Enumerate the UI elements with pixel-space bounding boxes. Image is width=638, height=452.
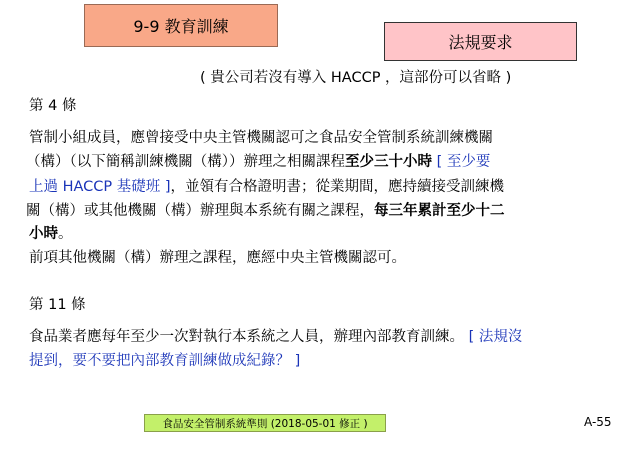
article-11-text: 食品業者應每年至少一次對執行本系統之人員，辦理內部教育訓練。 (29, 329, 464, 345)
haccp-note: ( 貴公司若沒有導入 HACCP ，這部份可以省略 ) (200, 70, 512, 86)
article-11-line-2: 提到，要不要把內部教育訓練做成紀錄？ ] (29, 353, 301, 369)
article-4-comment: 上過 HACCP 基礎班 ] (29, 179, 171, 195)
article-4-emphasis: 小時 (29, 226, 58, 242)
article-4-text: （構）（以下簡稱訓練機關（構））辦理之相關課程 (26, 154, 345, 170)
article-4-line-4 (26, 202, 505, 220)
article-4-text: 。 (58, 226, 73, 242)
article-4-line-3 (29, 178, 504, 196)
article-4-text: 關（構）或其他機關（構）辦理與本系統有關之課程， (26, 203, 374, 219)
section-title-text: 9-9 教育訓練 (133, 17, 229, 36)
article-11-heading: 第 11 條 (29, 297, 86, 313)
source-citation-text: 食品安全管制系統準則 (2018-05-01 修正 ) (162, 417, 368, 430)
section-title (84, 4, 278, 47)
article-4-line-6: 前項其他機關（構）辦理之課程，應經中央主管機關認可。 (29, 250, 406, 266)
article-4-emphasis: 至少三十小時 (345, 154, 432, 170)
requirement-label (384, 22, 577, 61)
article-4-emphasis: 每三年累計至少十二 (374, 203, 505, 219)
article-4-line-1: 管制小組成員，應曾接受中央主管機關認可之食品安全管制系統訓練機關 (29, 130, 493, 146)
article-11-comment: [ 法規沒 (464, 329, 523, 345)
requirement-label-text: 法規要求 (448, 33, 513, 52)
article-4-comment: [ 至少要 (432, 154, 491, 170)
source-citation (144, 414, 386, 432)
article-11-line-1 (29, 328, 522, 346)
page-number: A-55 (584, 415, 612, 429)
article-4-text: ，並領有合格證明書；從業期間，應持續接受訓練機 (170, 179, 505, 195)
article-4-line-2 (26, 153, 490, 171)
article-4-heading: 第 4 條 (29, 98, 77, 114)
article-4-line-5 (29, 225, 73, 243)
